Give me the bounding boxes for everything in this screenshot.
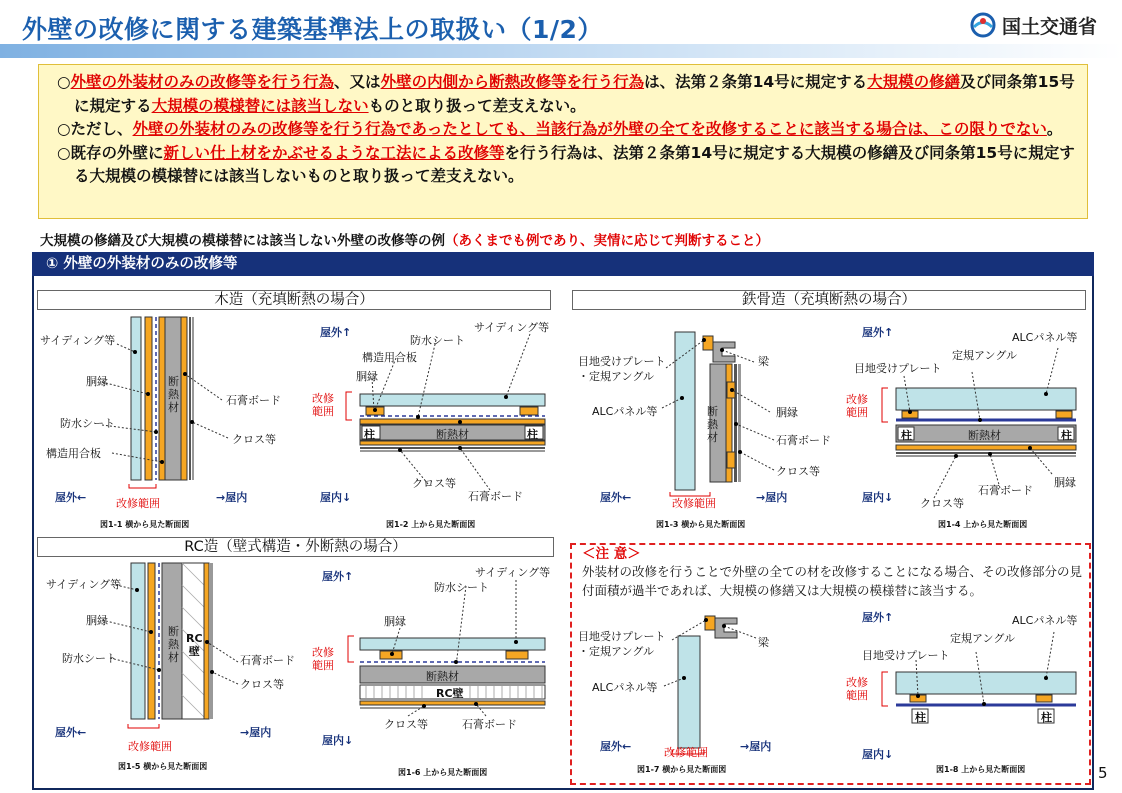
caution-title: ＜注 意＞ — [582, 546, 641, 562]
label-rc-wall-vertical: RC 壁 — [186, 632, 203, 658]
label-gypsum: 石膏ボード — [462, 718, 517, 731]
label-pillar: 柱 — [364, 428, 375, 441]
label-indoor: →屋内 — [756, 491, 788, 504]
label-pillar: 柱 — [1041, 711, 1052, 724]
label-furring: 胴縁 — [356, 370, 378, 383]
label-siding: サイディング等 — [46, 578, 122, 591]
label-furring: 胴縁 — [86, 375, 108, 388]
label-alc: ALCパネル等 — [1012, 331, 1078, 344]
label-cloth: クロス等 — [412, 477, 456, 490]
label-alc: ALCパネル等 — [1012, 614, 1078, 627]
label-repair-range-vertical: 改修 範囲 — [846, 676, 868, 702]
label-repair-range: 改修範囲 — [116, 497, 160, 510]
label-plywood: 構造用合板 — [46, 447, 101, 460]
label-joint-plate-short: 目地受けプレート — [854, 362, 942, 375]
label-indoor: →屋内 — [740, 740, 772, 753]
label-gypsum: 石膏ボード — [468, 490, 523, 503]
panel-title: ① 外壁の外装材のみの改修等 — [32, 252, 1094, 276]
label-indoor-down: 屋内↓ — [862, 491, 894, 504]
label-outdoor-up: 屋外↑ — [322, 570, 354, 583]
label-siding: サイディング等 — [474, 321, 550, 334]
label-cloth: クロス等 — [232, 433, 276, 446]
label-joint-plate: 目地受けプレート ・定規アングル — [578, 630, 666, 658]
label-outdoor: 屋外← — [600, 740, 632, 753]
figure-1-1-caption: 図1-1 横から見た断面図 — [100, 520, 190, 529]
label-outdoor-up: 屋外↑ — [862, 611, 894, 624]
label-indoor: →屋内 — [240, 726, 272, 739]
label-gypsum: 石膏ボード — [776, 434, 831, 447]
label-waterproof: 防水シート — [434, 581, 489, 594]
label-indoor: →屋内 — [216, 491, 248, 504]
label-pillar: 柱 — [915, 711, 926, 724]
label-alc: ALCパネル等 — [592, 405, 658, 418]
section-wood: 木造（充填断熱の場合） — [37, 290, 551, 310]
label-alc: ALCパネル等 — [592, 681, 658, 694]
label-cloth: クロス等 — [776, 465, 820, 478]
label-insulation: 断熱材 — [436, 428, 469, 441]
caution-text: 外装材の改修を行うことで外壁の全ての材を改修することになる場合、その改修部分の見付面積が過半であれば、大規模の修繕又は大規模の模様替に該当する。 — [582, 564, 1083, 598]
label-indoor-down: 屋内↓ — [320, 491, 352, 504]
title-underline — [0, 44, 1122, 58]
label-joint-plate-short: 目地受けプレート — [862, 649, 950, 662]
label-insulation-vertical: 断 熱 材 — [707, 405, 718, 444]
label-insulation-vertical: 断 熱 材 — [168, 625, 179, 664]
label-repair-range-vertical: 改修 範囲 — [312, 646, 334, 672]
label-angle: 定規アングル — [952, 349, 1018, 362]
figure-1-7-caption: 図1-7 横から見た断面図 — [637, 765, 727, 774]
label-furring: 胴縁 — [384, 615, 406, 628]
label-plywood: 構造用合板 — [362, 351, 417, 364]
figure-1-7-diagram — [572, 596, 832, 764]
examples-heading: 大規模の修繕及び大規模の模様替には該当しない外壁の改修等の例（あくまでも例であり、実情に応じて判断すること） — [40, 233, 769, 249]
label-pillar: 柱 — [901, 429, 912, 442]
label-gypsum: 石膏ボード — [978, 484, 1033, 497]
page-number: 5 — [1098, 764, 1108, 782]
figure-1-4-caption: 図1-4 上から見た断面図 — [938, 520, 1028, 529]
label-indoor-down: 屋内↓ — [862, 748, 894, 761]
label-cloth: クロス等 — [384, 718, 428, 731]
label-joint-plate: 目地受けプレート ・定規アングル — [578, 355, 666, 383]
label-furring: 胴縁 — [86, 614, 108, 627]
label-beam: 梁 — [758, 355, 769, 368]
label-repair-range: 改修範囲 — [128, 740, 172, 753]
label-furring: 胴縁 — [1054, 476, 1076, 489]
ministry-name: 国土交通省 — [1002, 15, 1098, 38]
label-beam: 梁 — [758, 636, 769, 649]
label-outdoor-up: 屋外↑ — [862, 326, 894, 339]
label-outdoor: 屋外← — [55, 491, 87, 504]
notice-paragraph-2: ○ただし、外壁の外装材のみの改修等を行う行為であったとしても、当該行為が外壁の全てを改修することに該当する場合は、この限りでない。 — [57, 120, 1063, 138]
page-title: 外壁の改修に関する建築基準法上の取扱い（1/2） — [22, 15, 603, 44]
figure-1-6-caption: 図1-6 上から見た断面図 — [398, 768, 488, 777]
label-insulation: 断熱材 — [426, 670, 459, 683]
figure-1-8-caption: 図1-8 上から見た断面図 — [936, 765, 1026, 774]
label-cloth: クロス等 — [920, 497, 964, 510]
notice-paragraph-3: ○既存の外壁に新しい仕上材をかぶせるような工法による改修等を行う行為は、法第２条第14号に規定する大規模の修繕及び同条第15号に規定する大規模の模様替には該当しないものと取り扱って差支えない。 — [57, 143, 1075, 185]
figure-1-3-caption: 図1-3 横から見た断面図 — [656, 520, 746, 529]
label-repair-range: 改修範囲 — [672, 497, 716, 510]
label-rc-wall: RC壁 — [436, 687, 464, 700]
notice-paragraph-1: ○外壁の外装材のみの改修等を行う行為、又は外壁の内側から断熱改修等を行う行為は、法第２条第14号に規定する大規模の修繕及び同条第15号に規定する大規模の模様替には該当しないものと取り扱って差支えない。 — [57, 73, 1075, 115]
label-waterproof: 防水シート — [62, 652, 117, 665]
figure-1-2-caption: 図1-2 上から見た断面図 — [386, 520, 476, 529]
label-outdoor: 屋外← — [55, 726, 87, 739]
label-repair-range-vertical: 改修 範囲 — [846, 393, 868, 419]
label-outdoor-up: 屋外↑ — [320, 326, 352, 339]
label-repair-range-vertical: 改修 範囲 — [312, 392, 334, 418]
label-gypsum: 石膏ボード — [226, 394, 281, 407]
label-siding: サイディング等 — [40, 334, 116, 347]
label-angle: 定規アングル — [950, 632, 1016, 645]
label-waterproof: 防水シート — [410, 334, 465, 347]
label-siding: サイディング等 — [475, 566, 551, 579]
label-indoor-down: 屋内↓ — [322, 734, 354, 747]
ministry-logo — [970, 10, 1097, 40]
label-pillar: 柱 — [1061, 429, 1072, 442]
label-outdoor: 屋外← — [600, 491, 632, 504]
label-repair-range: 改修範囲 — [664, 746, 708, 759]
label-gypsum: 石膏ボード — [240, 654, 295, 667]
label-cloth: クロス等 — [240, 678, 284, 691]
figure-1-5-caption: 図1-5 横から見た断面図 — [118, 762, 208, 771]
label-furring: 胴縁 — [776, 406, 798, 419]
section-rc: RC造（壁式構造・外断熱の場合） — [37, 537, 554, 557]
section-steel: 鉄骨造（充填断熱の場合） — [572, 290, 1086, 310]
label-waterproof: 防水シート — [60, 417, 115, 430]
mlit-emblem-icon — [970, 12, 996, 38]
label-insulation: 断熱材 — [968, 429, 1001, 442]
notice-box — [38, 64, 1088, 219]
label-insulation-vertical: 断 熱 材 — [168, 375, 179, 414]
label-pillar: 柱 — [527, 428, 538, 441]
